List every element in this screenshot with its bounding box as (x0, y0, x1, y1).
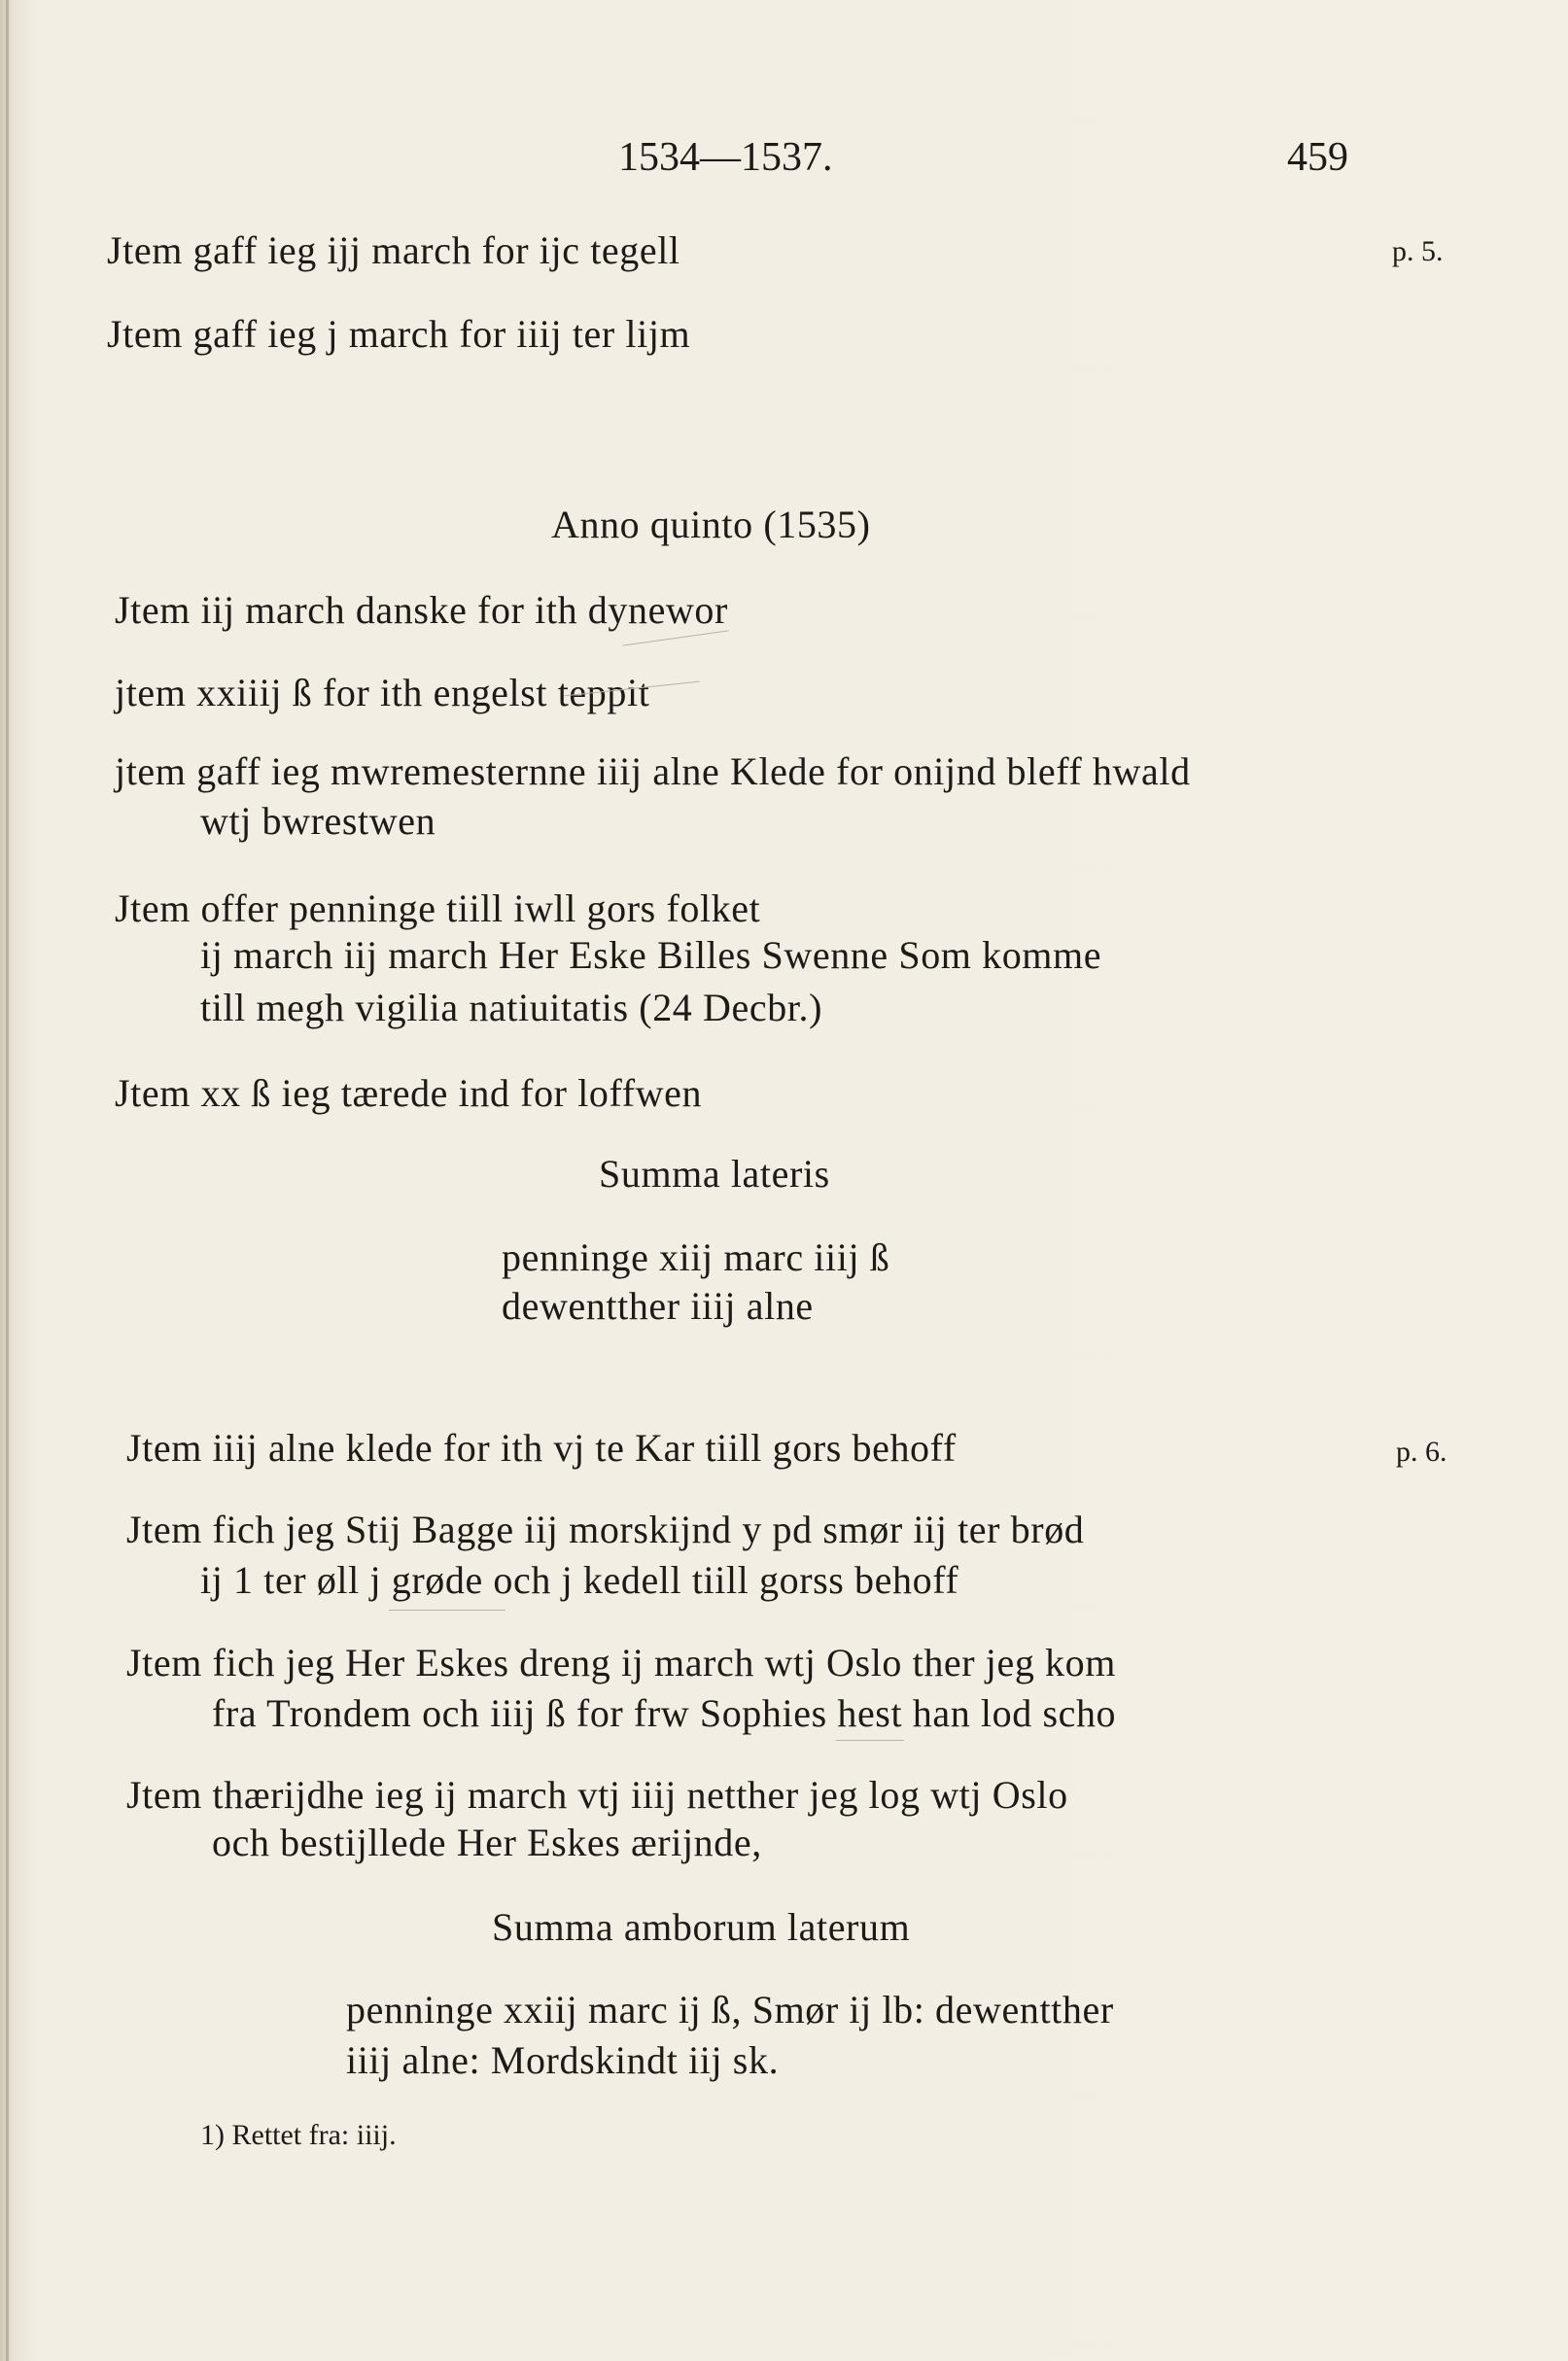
footnote: 1) Rettet fra: iiij. (200, 2119, 397, 2151)
text-line: Jtem iiij alne klede for ith vj te Kar tiill gors behoff (126, 1426, 957, 1470)
pencil-mark (389, 1610, 505, 1611)
summa-heading: Summa amborum laterum (492, 1905, 911, 1949)
text-line: jtem xxiiij ß for ith engelst teppit (115, 671, 650, 714)
text-line: Jtem fich jeg Stij Bagge iij morskijnd y pd smør iij ter brød (126, 1508, 1085, 1551)
summa-line: penninge xxiij marc ij ß, Smør ij lb: dewentther (346, 1988, 1114, 2031)
text-line-continued: ij march iij march Her Eske Billes Swenne Som komme (200, 933, 1102, 977)
text-line: Jtem offer penninge tiill iwll gors folket (115, 886, 761, 930)
text-line: Jtem fich jeg Her Eskes dreng ij march wtj Oslo ther jeg kom (126, 1641, 1116, 1684)
text-line-continued: fra Trondem och iiij ß for frw Sophies hest han lod scho (212, 1691, 1117, 1735)
text-line: Jtem thærijdhe ieg ij march vtj iiij netther jeg log wtj Oslo (126, 1773, 1068, 1817)
text-line: Jtem iij march danske for ith dynewor (115, 588, 728, 632)
text-line-continued: wtj bwrestwen (200, 799, 436, 843)
running-head-title: 1534—1537. (618, 135, 833, 180)
page-number: 459 (1287, 135, 1348, 180)
summa-heading: Summa lateris (599, 1152, 830, 1196)
text-line-continued: till megh vigilia natiuitatis (24 Decbr.) (200, 986, 823, 1029)
summa-line: dewentther iiij alne (502, 1284, 814, 1328)
text-line-continued: och bestijllede Her Eskes ærijnde, (212, 1821, 762, 1864)
pencil-mark (836, 1740, 904, 1741)
margin-ref-p5: p. 5. (1392, 235, 1444, 267)
margin-ref-p6: p. 6. (1396, 1436, 1447, 1468)
text-line: Jtem xx ß ieg tærede ind for loffwen (115, 1071, 703, 1115)
text-line: Jtem gaff ieg j march for iiij ter lijm (107, 312, 691, 356)
text-line: Jtem gaff ieg ijj march for ijc tegell (107, 228, 680, 272)
text-line-continued: ij 1 ter øll j grøde och j kedell tiill gorss behoff (200, 1558, 959, 1602)
summa-line: penninge xiij marc iiij ß (502, 1235, 890, 1279)
page-binding-edge (6, 0, 9, 2361)
summa-line: iiij alne: Mordskindt iij sk. (346, 2038, 780, 2082)
section-heading: Anno quinto (1535) (551, 503, 871, 546)
text-line: jtem gaff ieg mwremesternne iiij alne Klede for onijnd bleff hwald (115, 749, 1191, 793)
